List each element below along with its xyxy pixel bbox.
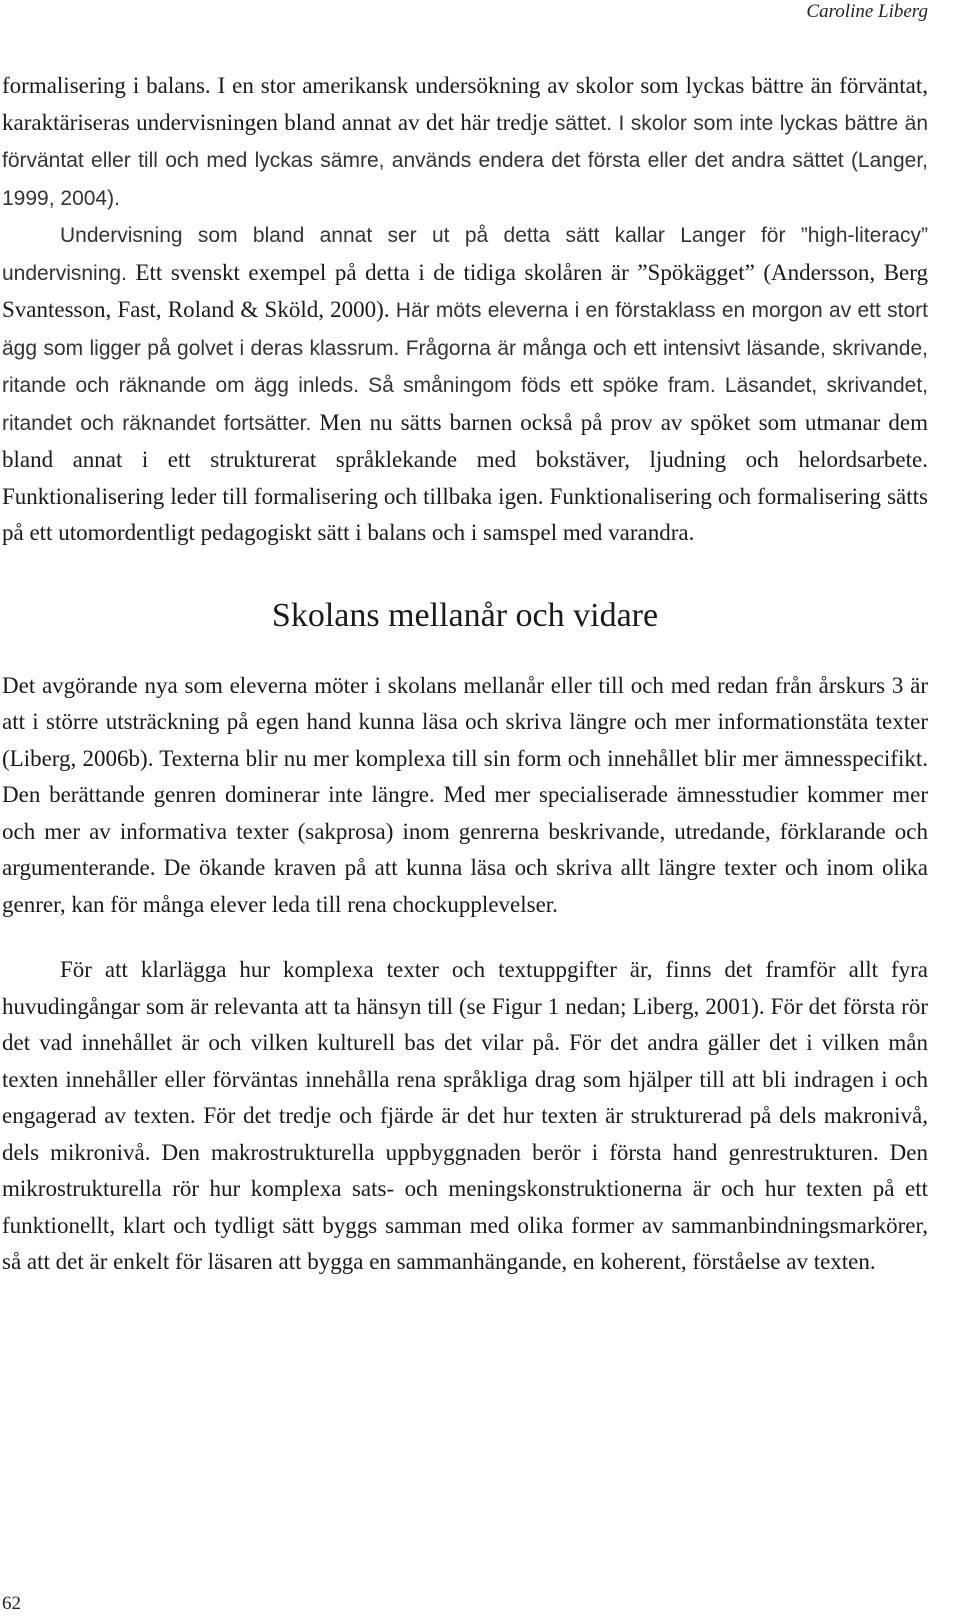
paragraph-4: För att klarlägga hur komplexa texter och textuppgifter är, finns det framför allt fyra huvudingångar som är relevanta att ta hänsyn till (se Figur 1 nedan; Liberg, 2001). För det första rör det vad innehållet är och vilken kulturell bas det vilar på. För det andra gäller det i vilken mån texten innehåller eller förväntas innehålla rena språkliga drag som hjälper till att bli indragen i och engagerad av texten. För det tredje och fjärde är det hur texten är strukturerad på dels makronivå, dels mikronivå. Den makrostrukturella uppbyggnaden berör i första hand genrestrukturen. Den mikrostrukturella rör hur komplexa sats- och meningskonstruktionerna är och hur texten på ett funktionellt, klart och tydligt sätt byggs samman med olika former av sammanbindningsmarkörer, så att det är enkelt för läsaren att bygga en sammanhängande, en koherent, förståelse av texten. bbox=[2, 957, 928, 1274]
paragraph-3: Det avgörande nya som eleverna möter i skolans mellanår eller till och med redan från årskurs 3 är att i större utsträckning på egen hand kunna läsa och skriva längre och mer informationstäta texter (Liberg, 2006b). Texterna blir nu mer komplexa till sin form och innehållet blir mer ämnesspecifikt. Den berättande genren dominerar inte längre. Med mer specialiserade ämnesstudier kommer mer och mer av informativa texter (sakprosa) inom genrerna beskrivande, utredande, förklarande och argumenterande. De ökande kraven på att kunna läsa och skriva allt längre texter och inom olika genrer, kan för många elever leda till rena chockupplevelser. bbox=[2, 672, 928, 917]
section-heading: Skolans mellanår och vidare bbox=[271, 596, 659, 634]
paragraph-2-sans-text-b: Här möts eleverna i en förstaklass en morgon av ett stort ägg som ligger på golvet i deras klassrum. Frågorna är många och ett intensivt läsande, skrivande, ritande och räknande om ägg inleds. Så småningom föds ett spöke fram. Läsandet, skrivandet, ritandet och räknandet fortsätter. bbox=[2, 299, 928, 435]
running-header-author: Caroline Liberg bbox=[806, 1, 928, 22]
paragraph-2-sans-text: Undervisning som bland annat ser ut på detta sätt kallar Langer för ”high-literacy” undervisning. bbox=[2, 224, 928, 285]
paragraph-1-serif-text: formalisering i balans. I en stor amerikansk undersökning av skolor som lyckas bättre än förväntat, karaktäriseras undervisningen bland annat av det här tredje bbox=[2, 73, 928, 135]
document-body bbox=[2, 68, 928, 1281]
paragraph-1-sans-text: sättet. I skolor som inte lyckas bättre än förväntat eller till och med lyckas sämre, används endera det första eller det andra sättet (Langer, 1999, 2004). bbox=[2, 111, 928, 210]
paragraph-2-serif-text: Ett svenskt exempel på detta i de tidiga skolåren är ”Spökägget” (Andersson, Berg Svantesson, Fast, Roland & Sköld, 2000). bbox=[2, 259, 929, 322]
paragraph-2 bbox=[2, 217, 928, 552]
paragraph-2-serif-text-b: Men nu sätts barnen också på prov av spöket som utmanar dem bland annat i ett strukturerat språklekande med bokstäver, ljudning och helordsarbete. Funktionalisering leder till formalisering och tillbaka igen. Funktionalisering och formalisering sätts på ett utomordentligt pedagogiskt sätt i balans och i samspel med varandra. bbox=[2, 409, 928, 545]
paragraph-1 bbox=[2, 68, 928, 217]
page-number: 62 bbox=[2, 1593, 21, 1614]
